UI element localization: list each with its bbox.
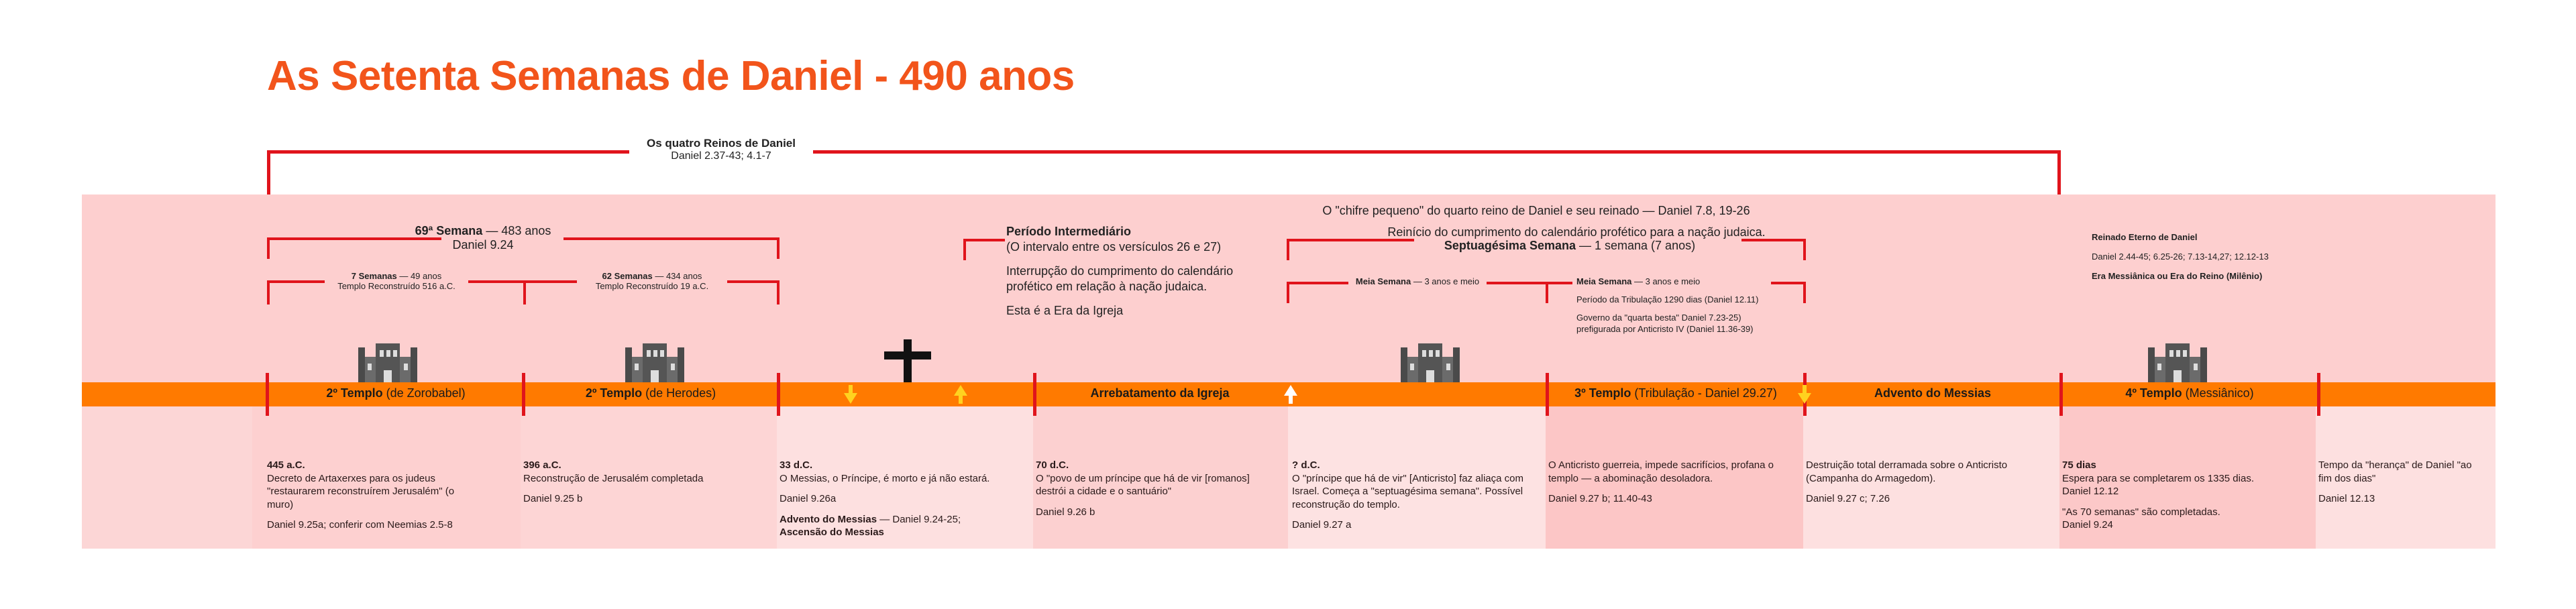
seven-weeks-line-right (468, 280, 526, 283)
week70-rest: — 1 semana (7 anos) (1576, 239, 1696, 252)
page-title: As Setenta Semanas de Daniel - 490 anos (267, 53, 1075, 99)
horn-text: O "chifre pequeno" do quarto reino de Daniel e seu reinado — Daniel 7.8, 19-26 (1322, 204, 1750, 217)
event-extra-ref: Daniel 9.24 (2062, 519, 2113, 531)
half2-rest: — 3 anos e meio (1631, 276, 1701, 286)
half1-leg-right (1546, 282, 1548, 303)
segment-temple4-bold: 4º Templo (2125, 386, 2182, 400)
seven-weeks-leg-left (267, 280, 270, 304)
lower-col-0 (82, 406, 252, 549)
segment-temple3-rest: (Tribulação - Daniel 29.27) (1631, 386, 1777, 400)
event-ref: Daniel 9.26 b (1036, 506, 1095, 518)
eternal-block (2092, 232, 2320, 282)
week69-line-left (267, 237, 441, 240)
cross-icon (884, 339, 931, 385)
week69-rest: — 483 anos (482, 224, 551, 237)
kingdoms-title: Os quatro Reinos de Daniel (647, 137, 796, 150)
event-extra: "As 70 semanas" são completadas. (2062, 506, 2220, 518)
half1-line-left (1287, 282, 1348, 284)
down-arrow-icon (844, 385, 857, 404)
week70-bold: Septuagésima Semana (1444, 239, 1576, 252)
eternal-refs: Daniel 2.44-45; 6.25-26; 7.13-14,27; 12.12-13 (2092, 251, 2269, 262)
half1-bold: Meia Semana (1355, 276, 1411, 286)
event-ref: Daniel 12.12 (2062, 486, 2119, 497)
sixtytwo-weeks-line-left (523, 280, 577, 283)
intermediate-line4: Esta é a Era da Igreja (1006, 303, 1124, 317)
week70-line-left (1287, 239, 1414, 241)
event-unknown-ad (1292, 459, 1527, 539)
event-445bc (267, 459, 468, 539)
event-extra-bold2: Ascensão do Messias (780, 527, 884, 538)
event-ref: Daniel 9.27 c; 7.26 (1806, 493, 1890, 504)
intermediate-leg-left (963, 239, 966, 260)
kingdoms-bracket-top-left (267, 150, 629, 154)
event-ref: Daniel 9.27 b; 11.40-43 (1548, 493, 1652, 504)
segment-temple2h (525, 386, 777, 400)
half2-line3: prefigurada por Anticristo IV (Daniel 11.36-39) (1576, 323, 1754, 334)
temple-icon (356, 343, 420, 382)
seven-weeks-rest: — 49 anos (396, 271, 442, 281)
segment-temple3 (1548, 386, 1803, 400)
kingdoms-ref: Daniel 2.37-43; 4.1-7 (671, 150, 771, 162)
segment-temple3-bold: 3º Templo (1574, 386, 1631, 400)
event-ref: Daniel 9.25 b (523, 493, 583, 504)
segment-temple2h-bold: 2º Templo (585, 386, 643, 400)
event-text: Reconstrução de Jerusalém completada (523, 472, 704, 484)
seven-weeks-label (326, 271, 467, 291)
segment-temple2-bold: 2º Templo (326, 386, 383, 400)
half2-line1: Período da Tribulação 1290 dias (Daniel 12.11) (1576, 294, 1759, 304)
restart-text: Reinício do cumprimento do calendário profético para a nação judaica. (1387, 225, 1766, 239)
half1-line-right (1487, 282, 1548, 284)
segment-temple2-rest: (de Zorobabel) (382, 386, 466, 400)
intermediate-block (1006, 224, 1288, 319)
segment-temple4-rest: (Messiânico) (2182, 386, 2254, 400)
event-date: 75 dias (2062, 459, 2096, 471)
half2-block (1576, 276, 1778, 335)
event-armageddon (1806, 459, 2041, 513)
event-date: 33 d.C. (780, 459, 813, 471)
week70-leg-right (1803, 239, 1806, 260)
week69-leg-right (777, 237, 780, 259)
event-abomination (1548, 459, 1783, 513)
kingdoms-bracket-right-leg (2057, 150, 2061, 195)
segment-rapture: Arrebatamento da Igreja (1090, 386, 1230, 400)
event-extra-bold: Advento do Messias (780, 513, 877, 525)
event-text: Tempo da "herança" de Daniel "ao fim dos dias" (2318, 459, 2472, 484)
eternal-title: Reinado Eterno de Daniel (2092, 232, 2198, 242)
sixtytwo-weeks-label (578, 271, 726, 291)
temple-icon (623, 343, 687, 382)
timeline-tick (2317, 373, 2320, 416)
segment-temple4 (2062, 386, 2317, 400)
week69-ref: Daniel 9.24 (452, 238, 514, 252)
eternal-era: Era Messiânica ou Era do Reino (Milênio) (2092, 270, 2263, 281)
up-arrow-icon (954, 385, 967, 404)
segment-temple2h-rest: (de Herodes) (642, 386, 716, 400)
event-date: 445 a.C. (267, 459, 305, 471)
week70-label (1402, 239, 1737, 253)
up-arrow-icon (1284, 385, 1297, 404)
event-date: ? d.C. (1292, 459, 1320, 471)
half2-line-left (1546, 282, 1572, 284)
week69-line-right (564, 237, 780, 240)
intermediate-title: Período Intermediário (1006, 225, 1132, 238)
event-inheritance (2318, 459, 2486, 513)
event-text: O "povo de um príncipe que há de vir [romanos] destrói a cidade e o santuário" (1036, 472, 1250, 497)
half2-leg-right (1803, 282, 1806, 303)
timeline-tick (777, 373, 780, 416)
kingdoms-label (631, 137, 812, 162)
intermediate-line2: Interrupção do cumprimento do calendário (1006, 264, 1234, 278)
segment-advent: Advento do Messias (1874, 386, 1992, 400)
event-70ad (1036, 459, 1271, 526)
sixtytwo-weeks-sub: Templo Reconstruído 19 a.C. (595, 281, 709, 291)
half1-leg-left (1287, 282, 1289, 303)
seven-weeks-leg-right (523, 280, 526, 304)
half2-bold: Meia Semana (1576, 276, 1632, 286)
sixtytwo-weeks-line-right (727, 280, 780, 283)
event-text: Espera para se completarem os 1335 dias. (2062, 472, 2254, 484)
intermediate-line1: (O intervalo entre os versículos 26 e 27) (1006, 240, 1222, 254)
half2-line2: Governo da "quarta besta" Daniel 7.23-25) (1576, 312, 1741, 323)
sixtytwo-weeks-leg-right (777, 280, 780, 304)
week69-leg-left (267, 237, 270, 259)
event-text: Destruição total derramada sobre o Anticristo (Campanha do Armagedom). (1806, 459, 2008, 484)
event-ref: Daniel 9.25a; conferir com Neemias 2.5-8 (267, 519, 453, 531)
seven-weeks-bold: 7 Semanas (351, 271, 397, 281)
temple-icon (1398, 343, 1462, 382)
event-396bc (523, 459, 751, 513)
seven-weeks-line-left (267, 280, 325, 283)
event-text: O Anticristo guerreia, impede sacrifícios, profana o templo — a abominação desoladora. (1548, 459, 1774, 484)
event-ref: Daniel 9.27 a (1292, 519, 1352, 531)
intermediate-line3: profético em relação à nação judaica. (1006, 280, 1208, 294)
seven-weeks-sub: Templo Reconstruído 516 a.C. (337, 281, 455, 291)
event-ref: Daniel 12.13 (2318, 493, 2375, 504)
week70-line-right (1741, 239, 1806, 241)
event-text: O "príncipe que há de vir" [Anticristo] faz aliaça com Israel. Começa a "septuagésima semana". Possível reconstrução do templo. (1292, 472, 1523, 510)
segment-temple2 (268, 386, 523, 400)
kingdoms-bracket-left-leg (267, 150, 270, 195)
kingdoms-bracket-top-right (813, 150, 2061, 154)
event-date: 396 a.C. (523, 459, 561, 471)
temple-icon (2145, 343, 2210, 382)
event-33ad (780, 459, 1014, 539)
half1-label (1348, 276, 1487, 286)
intermediate-line-left (963, 239, 1005, 241)
week69-bold: 69ª Semana (415, 224, 483, 237)
half1-rest: — 3 anos e meio (1411, 276, 1480, 286)
event-text: O Messias, o Príncipe, é morto e já não estará. (780, 472, 990, 484)
event-text: Decreto de Artaxerxes para os judeus "restaurarem reconstruírem Jerusalém" (o muro) (267, 472, 455, 510)
event-date: 70 d.C. (1036, 459, 1069, 471)
sixtytwo-weeks-bold: 62 Semanas (602, 271, 653, 281)
event-75-days (2062, 459, 2297, 532)
event-ref: Daniel 9.26a (780, 493, 837, 504)
event-extra-rest: — Daniel 9.24-25; (877, 513, 961, 525)
sixtytwo-weeks-rest: — 434 anos (652, 271, 702, 281)
